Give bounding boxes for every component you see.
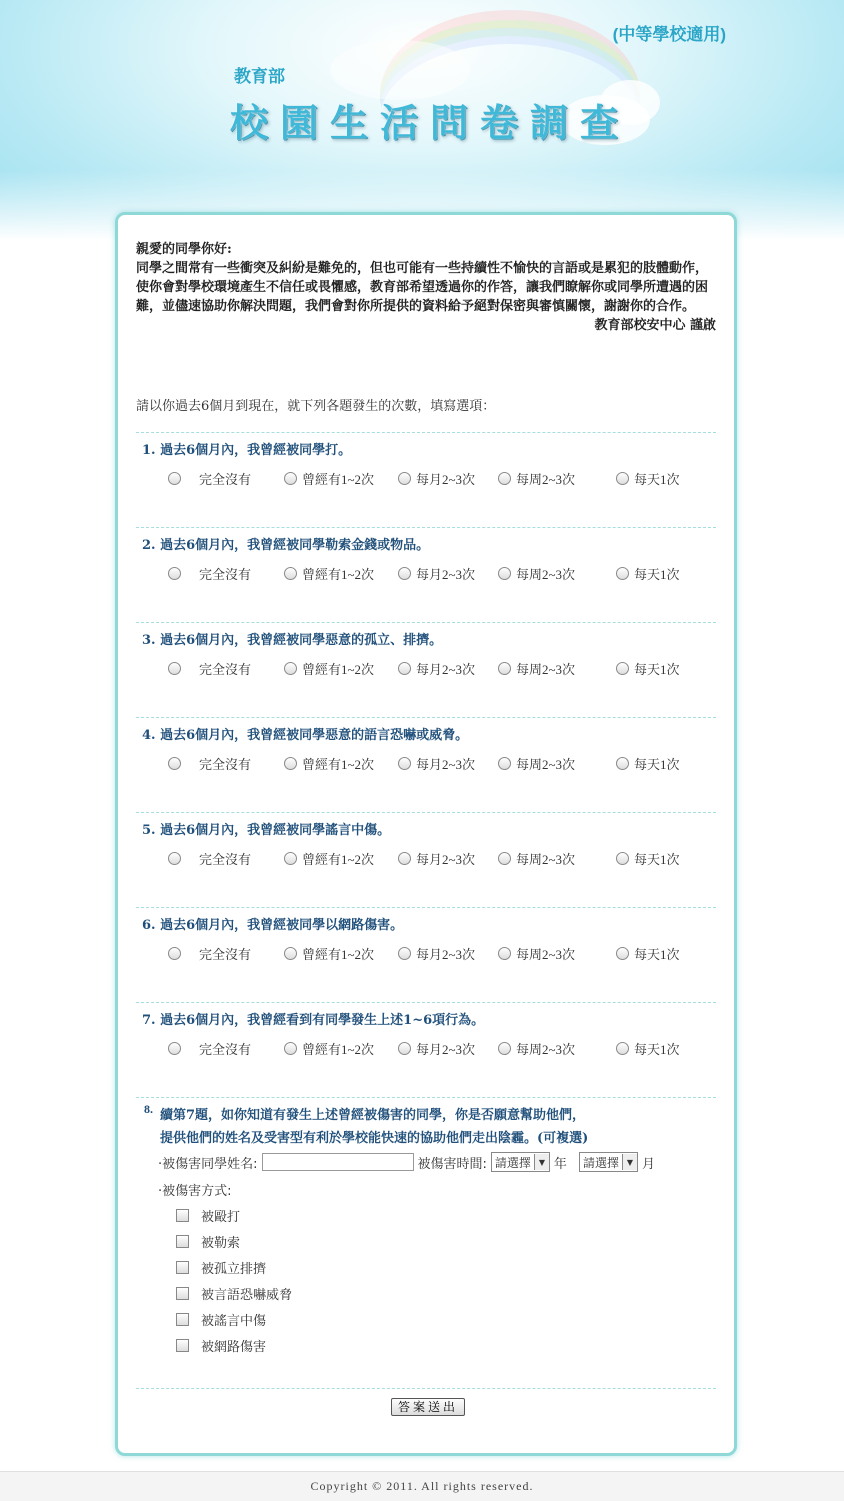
radio-button[interactable] [284, 1042, 297, 1055]
harm-method-label: 被言語恐嚇威脅 [201, 1288, 293, 1303]
option-label: 完全沒有 [199, 567, 252, 582]
option-label: 每月2~3次 [416, 472, 476, 487]
harm-method-option[interactable] [176, 1232, 240, 1251]
answer-option[interactable] [616, 754, 680, 773]
radio-button[interactable] [398, 852, 411, 865]
radio-button[interactable] [168, 852, 181, 865]
radio-button[interactable] [284, 757, 297, 770]
radio-button[interactable] [398, 472, 411, 485]
radio-button[interactable] [398, 1042, 411, 1055]
checkbox[interactable] [176, 1261, 189, 1274]
radio-button[interactable] [498, 947, 511, 960]
radio-button[interactable] [284, 852, 297, 865]
answer-option[interactable] [616, 849, 680, 868]
question-8-number: 8. [144, 1102, 153, 1116]
radio-button[interactable] [616, 852, 629, 865]
chevron-down-icon: ▼ [622, 1154, 637, 1170]
option-label: 每天1次 [634, 662, 680, 677]
harm-method-option[interactable] [176, 1206, 240, 1225]
answer-option[interactable] [284, 659, 374, 678]
radio-button[interactable] [616, 472, 629, 485]
radio-button[interactable] [398, 567, 411, 580]
answer-option[interactable] [498, 1039, 575, 1058]
radio-button[interactable] [168, 757, 181, 770]
question-title: 1. 過去6個月內，我曾經被同學打。 [142, 443, 352, 458]
harm-time-label: 被傷害時間: [417, 1156, 487, 1172]
option-label: 曾經有1~2次 [302, 1042, 375, 1057]
radio-button[interactable] [616, 567, 629, 580]
year-select[interactable] [491, 1152, 550, 1172]
radio-button[interactable] [284, 662, 297, 675]
option-label: 每天1次 [634, 947, 680, 962]
question-8 [136, 1097, 716, 1390]
checkbox[interactable] [176, 1209, 189, 1222]
answer-option[interactable] [168, 469, 251, 488]
intro-body: 同學之間常有一些衝突及糾紛是難免的，但也可能有一些持續性不愉快的言語或是累犯的肢體動作，使你會對學校環境產生不信任或畏懼感，教育部希望透過你的作答，讓我們瞭解你或同學所遭遇的困難，並儘速協助你解決問題，我們會對你所提供的資料給予絕對保密與審慎關懷，謝謝你的合作。 [136, 261, 709, 314]
question-title: 2. 過去6個月內，我曾經被同學勒索金錢或物品。 [142, 538, 430, 553]
answer-option[interactable] [616, 1039, 680, 1058]
question-title: 4. 過去6個月內，我曾經被同學惡意的語言恐嚇或威脅。 [142, 728, 469, 743]
radio-button[interactable] [168, 947, 181, 960]
option-label: 每天1次 [634, 757, 680, 772]
option-label: 每月2~3次 [416, 757, 476, 772]
submit-button[interactable]: 答案送出 [391, 1398, 465, 1416]
radio-button[interactable] [168, 567, 181, 580]
copyright-footer: Copyright © 2011. All rights reserved. [0, 1471, 844, 1501]
option-label: 完全沒有 [199, 757, 252, 772]
option-label: 每月2~3次 [416, 1042, 476, 1057]
answer-option[interactable] [398, 754, 475, 773]
month-label: 月 [641, 1156, 655, 1172]
victim-name-label: ‧被傷害同學姓名: [158, 1156, 258, 1172]
answer-option[interactable] [616, 659, 680, 678]
answer-option[interactable] [168, 944, 251, 963]
answer-option[interactable] [498, 754, 575, 773]
radio-button[interactable] [498, 472, 511, 485]
option-label: 曾經有1~2次 [302, 852, 375, 867]
radio-button[interactable] [284, 947, 297, 960]
answer-option[interactable] [284, 469, 374, 488]
option-label: 每周2~3次 [516, 757, 576, 772]
option-label: 完全沒有 [199, 662, 252, 677]
radio-button[interactable] [498, 757, 511, 770]
answer-option[interactable] [168, 659, 251, 678]
month-select[interactable] [579, 1152, 638, 1172]
question-title: 7. 過去6個月內，我曾經看到有同學發生上述1~6項行為。 [142, 1013, 485, 1028]
survey-panel [115, 212, 737, 1456]
option-label: 完全沒有 [199, 947, 252, 962]
option-label: 曾經有1~2次 [302, 757, 375, 772]
option-label: 每天1次 [634, 472, 680, 487]
question-4 [136, 717, 716, 813]
answer-option[interactable] [168, 564, 251, 583]
harm-method-label: 被毆打 [201, 1210, 241, 1225]
victim-name-input[interactable] [262, 1153, 414, 1171]
answer-option[interactable] [168, 849, 251, 868]
option-label: 每天1次 [634, 1042, 680, 1057]
radio-button[interactable] [616, 662, 629, 675]
question-title: 3. 過去6個月內，我曾經被同學惡意的孤立、排擠。 [142, 633, 443, 648]
option-label: 每周2~3次 [516, 852, 576, 867]
radio-button[interactable] [498, 1042, 511, 1055]
answer-option[interactable] [168, 754, 251, 773]
option-label: 每天1次 [634, 567, 680, 582]
question-1 [136, 432, 716, 528]
option-label: 每周2~3次 [516, 567, 576, 582]
option-label: 完全沒有 [199, 1042, 252, 1057]
option-label: 每周2~3次 [516, 947, 576, 962]
question-2 [136, 527, 716, 623]
checkbox[interactable] [176, 1287, 189, 1300]
radio-button[interactable] [398, 947, 411, 960]
intro-letter [136, 240, 716, 335]
page-header [0, 0, 844, 240]
question-8-line2: 提供他們的姓名及受害型有利於學校能快速的協助他們走出陰霾。(可複選) [160, 1131, 589, 1146]
harm-method-option[interactable] [176, 1284, 292, 1303]
answer-option[interactable] [398, 1039, 475, 1058]
harm-method-label: 被孤立排擠 [201, 1262, 267, 1277]
submit-area [136, 1388, 716, 1429]
intro-signature: 教育部校安中心 謹啟 [594, 318, 716, 333]
option-label: 曾經有1~2次 [302, 472, 375, 487]
option-label: 完全沒有 [199, 472, 252, 487]
question-title: 5. 過去6個月內，我曾經被同學謠言中傷。 [142, 823, 391, 838]
radio-button[interactable] [498, 662, 511, 675]
option-label: 每月2~3次 [416, 567, 476, 582]
month-select-value: 請選擇 [582, 1155, 619, 1170]
answer-option[interactable] [284, 944, 374, 963]
answer-option[interactable] [284, 564, 374, 583]
school-level-label: (中等學校適用) [612, 25, 726, 44]
option-label: 曾經有1~2次 [302, 567, 375, 582]
option-label: 每月2~3次 [416, 852, 476, 867]
radio-button[interactable] [616, 947, 629, 960]
harm-method-option[interactable] [176, 1336, 266, 1355]
question-3 [136, 622, 716, 718]
answer-option[interactable] [398, 659, 475, 678]
radio-button[interactable] [398, 662, 411, 675]
ministry-label: 教育部 [234, 67, 285, 87]
answer-option[interactable] [616, 469, 680, 488]
answer-option[interactable] [284, 849, 374, 868]
chevron-down-icon: ▼ [534, 1154, 549, 1170]
cloud-decoration [330, 40, 470, 100]
answer-option[interactable] [498, 944, 575, 963]
checkbox[interactable] [176, 1313, 189, 1326]
intro-greeting: 親愛的同學你好: [136, 242, 232, 257]
answer-option[interactable] [498, 659, 575, 678]
checkbox[interactable] [176, 1235, 189, 1248]
answer-option[interactable] [498, 469, 575, 488]
question-7 [136, 1002, 716, 1098]
answer-option[interactable] [616, 944, 680, 963]
radio-button[interactable] [616, 757, 629, 770]
harm-method-option[interactable] [176, 1310, 266, 1329]
radio-button[interactable] [498, 567, 511, 580]
answer-option[interactable] [616, 564, 680, 583]
question-8-line1: 續第7題，如你知道有發生上述曾經被傷害的同學，你是否願意幫助他們， [160, 1108, 586, 1123]
year-label: 年 [553, 1156, 567, 1172]
page-title: 校園生活問卷調查 [230, 101, 631, 145]
option-label: 每月2~3次 [416, 947, 476, 962]
radio-button[interactable] [168, 1042, 181, 1055]
harm-method-label: 被網路傷害 [201, 1340, 267, 1355]
answer-option[interactable] [498, 849, 575, 868]
radio-button[interactable] [168, 472, 181, 485]
year-select-value: 請選擇 [494, 1155, 531, 1170]
answer-option[interactable] [398, 849, 475, 868]
answer-option[interactable] [284, 754, 374, 773]
victim-info-row [158, 1152, 655, 1172]
radio-button[interactable] [498, 852, 511, 865]
answer-option[interactable] [168, 1039, 251, 1058]
question-title: 6. 過去6個月內，我曾經被同學以網路傷害。 [142, 918, 404, 933]
harm-method-label: ‧被傷害方式: [158, 1184, 232, 1199]
harm-method-option[interactable] [176, 1258, 266, 1277]
answer-option[interactable] [284, 1039, 374, 1058]
survey-instruction: 請以你過去6個月到現在，就下列各題發生的次數，填寫選項： [136, 399, 496, 414]
radio-button[interactable] [616, 1042, 629, 1055]
option-label: 每天1次 [634, 852, 680, 867]
question-8-text [160, 1104, 588, 1150]
harm-method-label: 被勒索 [201, 1236, 241, 1251]
option-label: 完全沒有 [199, 852, 252, 867]
question-5 [136, 812, 716, 908]
option-label: 每周2~3次 [516, 472, 576, 487]
answer-option[interactable] [498, 564, 575, 583]
option-label: 每周2~3次 [516, 1042, 576, 1057]
option-label: 每周2~3次 [516, 662, 576, 677]
answer-option[interactable] [398, 944, 475, 963]
radio-button[interactable] [284, 567, 297, 580]
option-label: 每月2~3次 [416, 662, 476, 677]
radio-button[interactable] [284, 472, 297, 485]
radio-button[interactable] [398, 757, 411, 770]
checkbox[interactable] [176, 1339, 189, 1352]
answer-option[interactable] [398, 564, 475, 583]
answer-option[interactable] [398, 469, 475, 488]
harm-method-label: 被謠言中傷 [201, 1314, 267, 1329]
option-label: 曾經有1~2次 [302, 662, 375, 677]
question-6 [136, 907, 716, 1003]
radio-button[interactable] [168, 662, 181, 675]
option-label: 曾經有1~2次 [302, 947, 375, 962]
